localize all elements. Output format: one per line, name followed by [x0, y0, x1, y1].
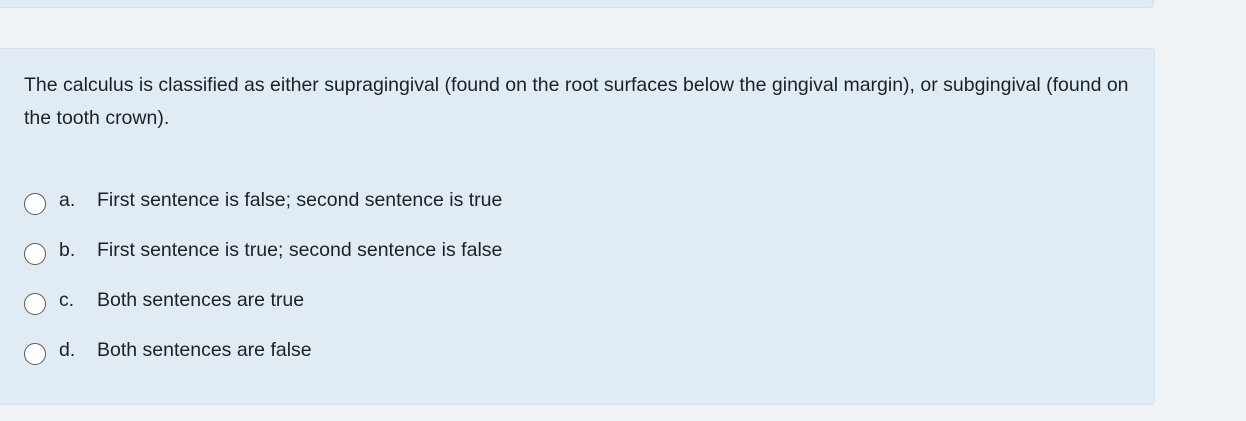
previous-question-card	[0, 0, 1154, 8]
radio-button-c[interactable]	[24, 293, 46, 315]
radio-button-b[interactable]	[24, 243, 46, 265]
answer-option-a[interactable]	[24, 175, 502, 225]
question-text: The calculus is classified as either supragingival (found on the root surfaces below the gingival margin), or subgingival (found on the tooth crown).	[24, 74, 1129, 129]
answer-option-c[interactable]	[24, 275, 502, 325]
radio-button-a[interactable]	[24, 193, 46, 215]
question-card	[0, 48, 1155, 405]
answer-option-b[interactable]	[24, 225, 502, 275]
radio-button-d[interactable]	[24, 343, 46, 365]
answer-letter: b.	[59, 238, 76, 261]
answer-letter: c.	[59, 288, 75, 311]
answer-text[interactable]: First sentence is true; second sentence is false	[97, 238, 503, 261]
answer-option-d[interactable]	[24, 325, 502, 375]
answer-text[interactable]: Both sentences are false	[97, 338, 312, 361]
answer-text[interactable]: First sentence is false; second sentence is true	[97, 188, 503, 211]
answer-options	[24, 175, 502, 375]
answer-text[interactable]: Both sentences are true	[97, 288, 305, 311]
answer-letter: d.	[59, 338, 76, 361]
answer-letter: a.	[59, 188, 76, 211]
